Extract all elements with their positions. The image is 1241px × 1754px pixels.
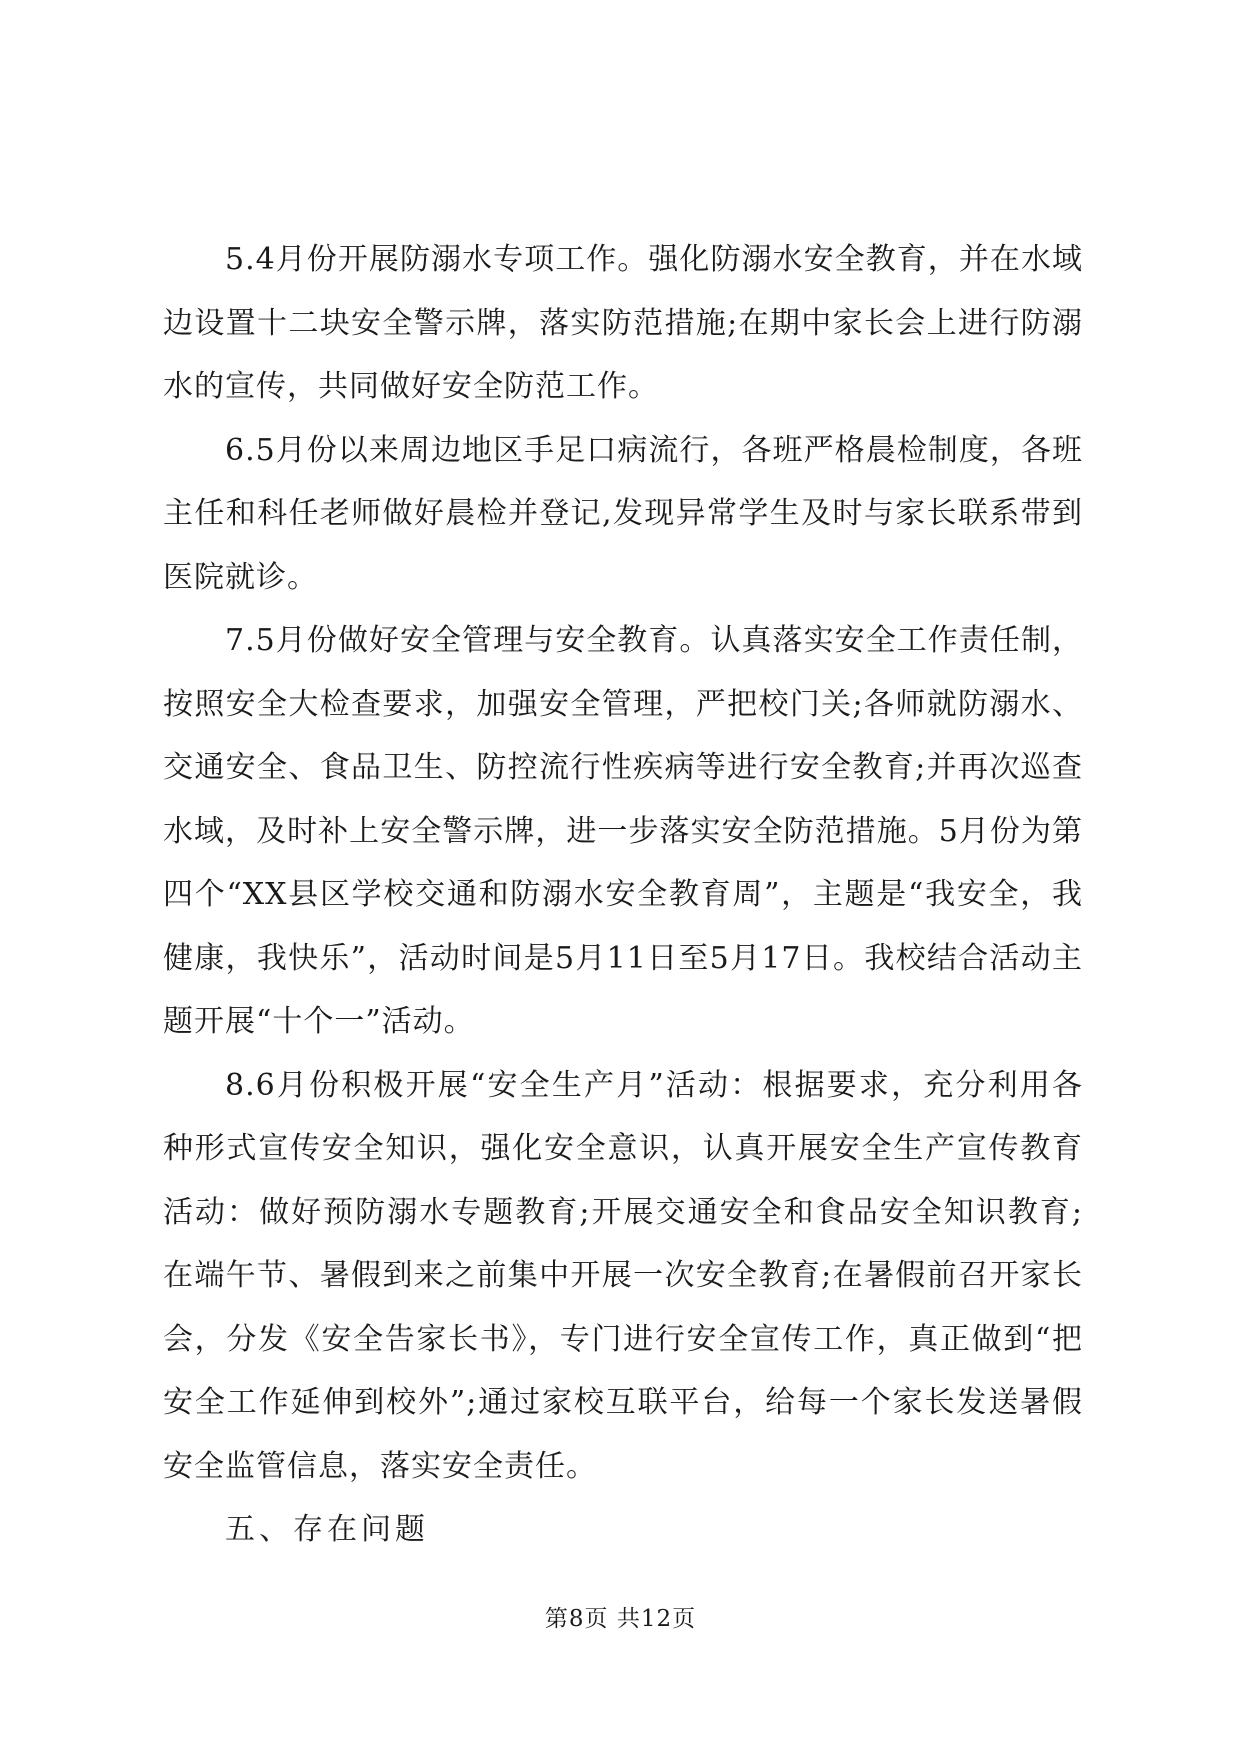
section-heading: 五、存在问题	[225, 1512, 429, 1547]
paragraph-item-5: 5.4月份开展防溺水专项工作。强化防溺水安全教育，并在水域边设置十二块安全警示牌，落实防范措施;在期中家长会上进行防溺水的宣传，共同做好安全防范工作。	[163, 242, 1083, 404]
paragraph-item-6: 6.5月份以来周边地区手足口病流行，各班严格晨检制度，各班主任和科任老师做好晨检并登记,发现异常学生及时与家长联系带到医院就诊。	[163, 432, 1083, 595]
paragraph-item-7: 7.5月份做好安全管理与安全教育。认真落实安全工作责任制，按照安全大检查要求，加强安全管理，严把校门关;各师就防溺水、交通安全、食品卫生、防控流行性疾病等进行安全教育;并再次巡查水域，及时补上安全警示牌，进一步落实安全防范措施。5月份为第四个“XX县区学校交通和防溺水安全教育周”，主题是“我安全，我健康，我快乐”，活动时间是5月11日至5月17日。我校结合活动主题开展“十个一”活动。	[163, 623, 1083, 1039]
paragraph-item-8: 8.6月份积极开展“安全生产月”活动：根据要求，充分利用各种形式宣传安全知识，强化安全意识，认真开展安全生产宣传教育活动：做好预防溺水专题教育;开展交通安全和食品安全知识教育;在端午节、暑假到来之前集中开展一次安全教育;在暑假前召开家长会，分发《安全告家长书》，专门进行安全宣传工作，真正做到“把安全工作延伸到校外”;通过家校互联平台，给每一个家长发送暑假安全监管信息，落实安全责任。	[163, 1067, 1083, 1484]
page-number-footer: 第8页 共12页	[544, 1606, 697, 1632]
document-body	[163, 228, 1083, 1562]
